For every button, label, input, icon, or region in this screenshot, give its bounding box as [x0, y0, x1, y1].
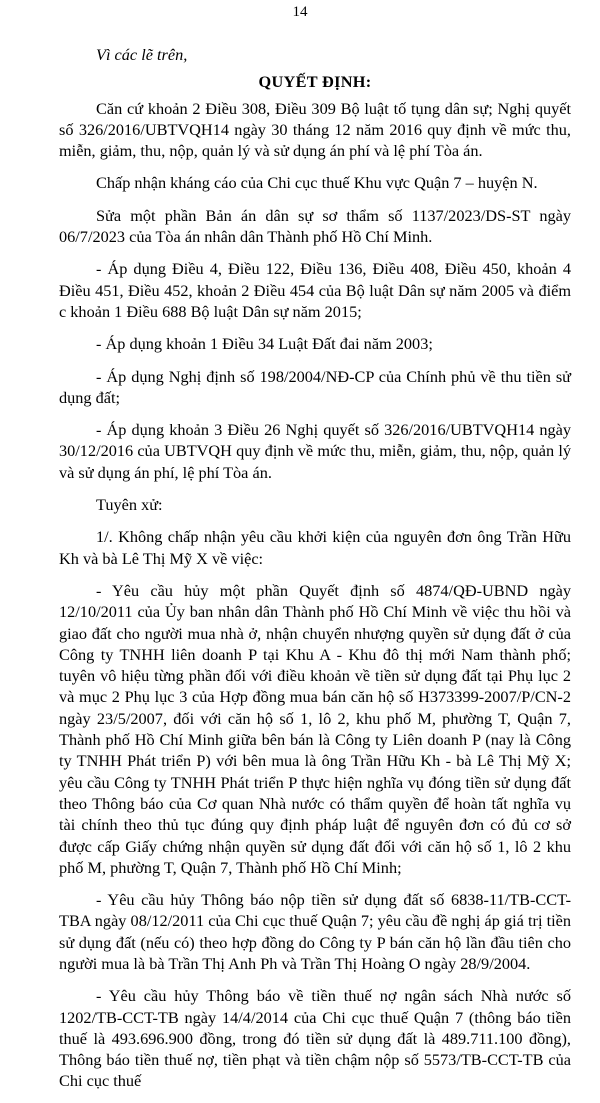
paragraph: Chấp nhận kháng cáo của Chi cục thuế Khu vực Quận 7 – huyện N.: [96, 173, 538, 193]
document-body: [59, 44, 571, 1103]
paragraph: - Áp dụng khoản 3 Điều 26 Nghị quyết số 326/2016/UBTVQH14 ngày 30/12/2016 của UBTVQH quy định về mức thu, miễn, giảm, thu, nộp, quản lý và sử dụng án phí, lệ phí Tòa án.: [59, 420, 571, 482]
paragraph: - Yêu cầu hủy Thông báo về tiền thuế nợ ngân sách Nhà nước số 1202/TB-CCT-TB ngày 14/4/2014 của Chi cục thuế Quận 7 (thông báo tiền thuế là 493.696.900 đồng, trong đó tiền sử dụng đất là 489.711.100 đồng), Thông báo tiền thuế nợ, tiền phạt và tiền chậm nộp số 5573/TB-CCT-TB của Chi cục thuế: [59, 986, 571, 1091]
paragraph: - Yêu cầu hủy Thông báo nộp tiền sử dụng đất số 6838-11/TB-CCT-TBA ngày 08/12/2011 của Chi cục thuế Quận 7; yêu cầu đề nghị áp giá trị tiền sử dụng đất (nếu có) theo hợp đồng do Công ty P bán căn hộ lần đầu tiên cho người mua là bà Trần Thị Anh Ph và Trần Thị Hoàng O ngày 28/9/2004.: [59, 890, 571, 973]
page-number: 14: [292, 4, 308, 20]
paragraph: - Yêu cầu hủy một phần Quyết định số 4874/QĐ-UBND ngày 12/10/2011 của Ủy ban nhân dân Thành phố Hồ Chí Minh về việc thu hồi và giao đất cho người mua nhà ở, nhận chuyển nhượng quyền sử dụng đất ở của Công ty TNHH liên doanh P tại Khu A - Khu đô thị mới Nam thành phố; tuyên vô hiệu từng phần đối với điều khoản về tiền sử dụng đất tại Phụ lục 2 và mục 2 Phụ lục 3 của Hợp đồng mua bán căn hộ số H373399-2007/P/CN-2 ngày 23/5/2007, đối với căn hộ số 1, lô 2, khu phố M, phường T, Quận 7, Thành phố Hồ Chí Minh giữa bên bán là Công ty Liên doanh P (nay là Công ty TNHH Phát triển P) với bên mua là ông Trần Hữu Kh - bà Lê Thị Mỹ X; yêu cầu Công ty TNHH Phát triển P thực hiện nghĩa vụ đóng tiền sử dụng đất theo Thông báo của Cơ quan Nhà nước có thẩm quyền để hoàn tất nghĩa vụ tài chính theo thủ tục đúng quy định pháp luật để nguyên đơn có đủ cơ sở được cấp Giấy chứng nhận quyền sử dụng đất đối với căn hộ số 1, lô 2 khu phố M, phường T, Quận 7, Thành phố Hồ Chí Minh;: [59, 580, 571, 877]
paragraph: - Áp dụng khoản 1 Điều 34 Luật Đất đai năm 2003;: [96, 334, 433, 354]
paragraph: Căn cứ khoản 2 Điều 308, Điều 309 Bộ luật tố tụng dân sự; Nghị quyết số 326/2016/UBTVQH14 ngày 30 tháng 12 năm 2016 quy định về mức thu, miễn, giảm, thu, nộp, quản lý và sử dụng án phí và lệ phí Tòa án.: [59, 98, 571, 161]
paragraph: 1/. Không chấp nhận yêu cầu khởi kiện của nguyên đơn ông Trần Hữu Kh và bà Lê Thị Mỹ X về việc:: [59, 527, 571, 568]
paragraph: - Áp dụng Điều 4, Điều 122, Điều 136, Điều 408, Điều 450, khoản 4 Điều 451, Điều 452, khoản 2 Điều 454 của Bộ luật Dân sự năm 2005 và điểm c khoản 1 Điều 688 Bộ luật Dân sự năm 2015;: [59, 259, 571, 321]
paragraph: Sửa một phần Bản án dân sự sơ thẩm số 1137/2023/DS-ST ngày 06/7/2023 của Tòa án nhân dân Thành phố Hồ Chí Minh.: [59, 205, 571, 247]
decision-heading: QUYẾT ĐỊNH:: [258, 72, 372, 92]
paragraph: Tuyên xử:: [96, 495, 163, 515]
intro-line: Vì các lẽ trên,: [96, 45, 188, 64]
paragraph: - Áp dụng Nghị định số 198/2004/NĐ-CP của Chính phủ về thu tiền sử dụng đất;: [59, 366, 571, 407]
